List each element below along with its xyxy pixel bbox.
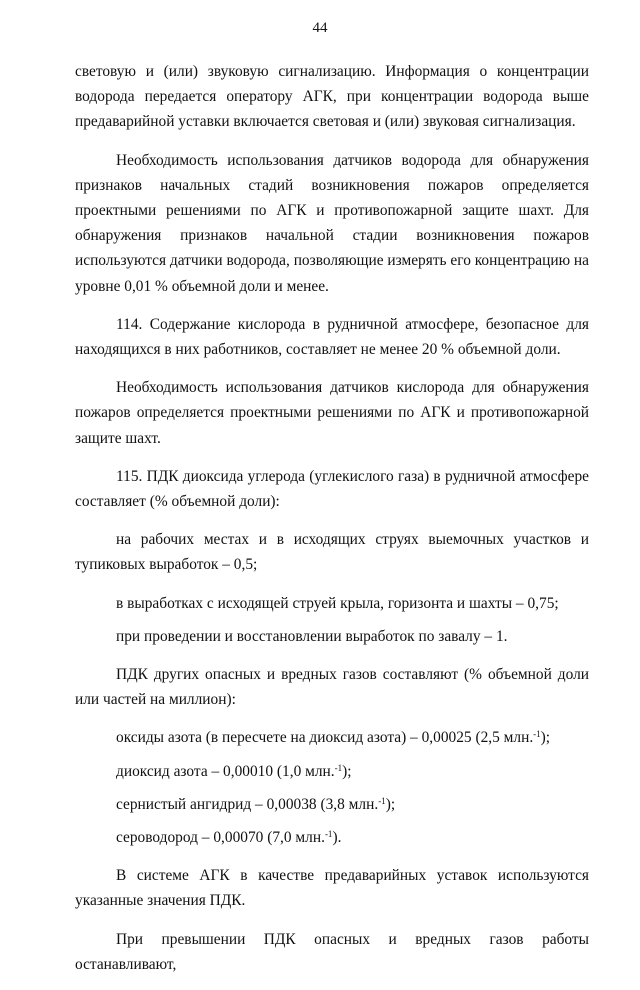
superscript-minus-one: -1 — [378, 795, 386, 806]
paragraph-oxygen-sensors: Необходимость использования датчиков кислорода для обнаружения пожаров определяется проектными решениями по АГК и противопожарной защите шахт. — [75, 379, 589, 447]
paragraph-other-gases: ПДК других опасных и вредных газов составляют (% объемной доли или частей на миллион): — [75, 666, 589, 709]
text-suffix: ). — [332, 829, 342, 847]
document-body — [75, 59, 589, 990]
superscript-minus-one: -1 — [334, 762, 343, 773]
list-item-wing-outgoing: в выработках с исходящей струей крыла, горизонта и шахты – 0,75; — [116, 594, 559, 612]
superscript-minus-one: -1 — [324, 829, 333, 840]
paragraph-exceed-stop: При превышении ПДК опасных и вредных газов работы останавливают, — [75, 930, 589, 973]
paragraph-114-oxygen: 114. Содержание кислорода в рудничной атмосфере, безопасное для находящихся в них работников, составляет не менее 20 % объемной доли. — [75, 315, 589, 359]
text-sulfur-dioxide: сернистый ангидрид – 0,00038 (3,8 млн. — [116, 795, 379, 813]
list-item-workplaces: на рабочих местах и в исходящих струях выемочных участков и тупиковых выработок – 0,5; — [75, 531, 589, 574]
text-hydrogen-sulfide: сероводород – 0,00070 (7,0 млн. — [116, 829, 325, 847]
text-suffix: ); — [385, 795, 396, 813]
text-suffix: ); — [540, 729, 551, 747]
paragraph-signal-continuation: световую и (или) звуковую сигнализацию. Информация о концентрации водорода передается оператору АГК, при концентрации водорода выше предаварийной уставки включается световая и (или) звуковая сигнализация. — [75, 63, 589, 131]
text-nitrogen-dioxide: диоксид азота – 0,00010 (1,0 млн. — [116, 762, 335, 780]
page-number: 44 — [312, 20, 328, 36]
list-item-collapse: при проведении и восстановлении выработок по завалу – 1. — [116, 627, 508, 645]
superscript-minus-one: -1 — [533, 729, 541, 740]
paragraph-hydrogen-sensors: Необходимость использования датчиков водорода для обнаружения признаков начальных стадий возникновения пожаров определяется проектными решениями по АГК и противопожарной защите шахт. Для обнаружения признаков начальной стадии возникновения пожаров используются датчики водорода, позволяющие измерять его концентрацию на уровне 0,01 % объемной доли и менее. — [75, 151, 589, 295]
text-nitrogen-oxides: оксиды азота (в пересчете на диоксид азота) – 0,00025 (2,5 млн. — [116, 729, 534, 747]
paragraph-115-co2: 115. ПДК диоксида углерода (углекислого газа) в рудничной атмосфере составляет (% объемной доли): — [75, 467, 589, 511]
list-item-nitrogen-oxides — [75, 725, 589, 750]
list-item-hydrogen-sulfide — [75, 825, 589, 850]
paragraph-agk-setpoints: В системе АГК в качестве предаварийных уставок используются указанные значения ПДК. — [75, 867, 589, 910]
list-item-nitrogen-dioxide — [75, 759, 589, 784]
list-item-sulfur-dioxide — [75, 792, 589, 817]
text-suffix: ); — [342, 762, 352, 780]
